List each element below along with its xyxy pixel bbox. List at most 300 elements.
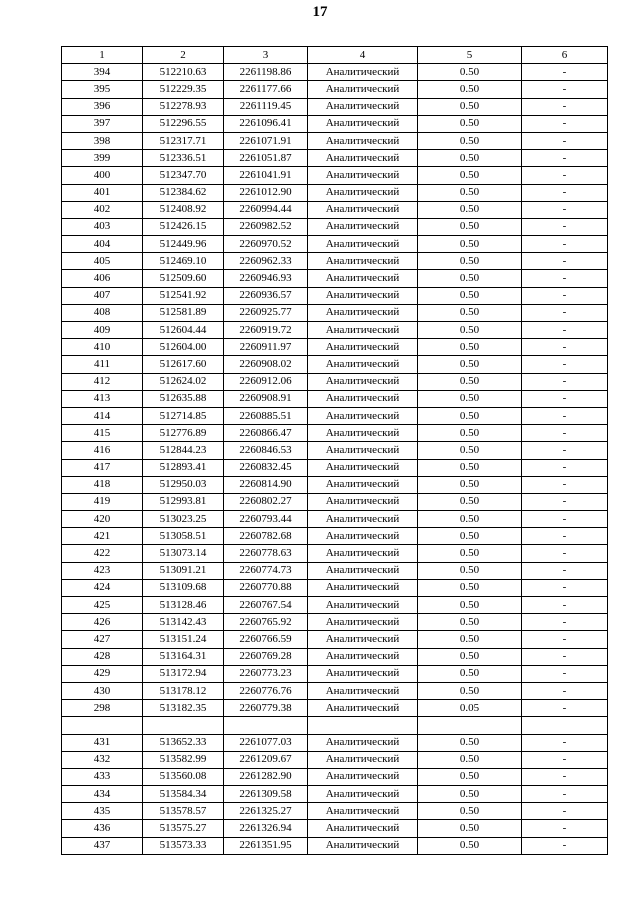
table-row (62, 717, 608, 734)
x-coordinate-cell: 513164.31 (143, 648, 224, 665)
accuracy-cell: 0.50 (418, 184, 522, 201)
method-cell: Аналитический (308, 476, 418, 493)
accuracy-cell: 0.50 (418, 201, 522, 218)
method-cell: Аналитический (308, 579, 418, 596)
note-cell: - (522, 356, 608, 373)
accuracy-cell (418, 717, 522, 734)
note-cell: - (522, 64, 608, 81)
note-cell: - (522, 751, 608, 768)
table-row (62, 407, 608, 424)
table-row (62, 339, 608, 356)
accuracy-cell: 0.50 (418, 150, 522, 167)
accuracy-cell: 0.50 (418, 167, 522, 184)
y-coordinate-cell: 2260936.57 (224, 287, 308, 304)
table-row (62, 837, 608, 854)
note-cell: - (522, 339, 608, 356)
x-coordinate-cell: 512993.81 (143, 493, 224, 510)
note-cell: - (522, 545, 608, 562)
note-cell: - (522, 442, 608, 459)
y-coordinate-cell: 2260911.97 (224, 339, 308, 356)
point-number-cell: 414 (62, 407, 143, 424)
accuracy-cell: 0.50 (418, 631, 522, 648)
accuracy-cell: 0.50 (418, 425, 522, 442)
method-cell: Аналитический (308, 253, 418, 270)
x-coordinate-cell: 512624.02 (143, 373, 224, 390)
method-cell: Аналитический (308, 167, 418, 184)
table-row (62, 81, 608, 98)
note-cell: - (522, 528, 608, 545)
point-number-cell: 298 (62, 700, 143, 717)
y-coordinate-cell: 2260770.88 (224, 579, 308, 596)
x-coordinate-cell: 513091.21 (143, 562, 224, 579)
point-number-cell: 400 (62, 167, 143, 184)
y-coordinate-cell: 2260919.72 (224, 322, 308, 339)
point-number-cell: 404 (62, 236, 143, 253)
point-number-cell: 433 (62, 768, 143, 785)
x-coordinate-cell: 513128.46 (143, 597, 224, 614)
y-coordinate-cell: 2260885.51 (224, 407, 308, 424)
note-cell: - (522, 287, 608, 304)
method-cell: Аналитический (308, 597, 418, 614)
point-number-cell: 397 (62, 115, 143, 132)
y-coordinate-cell: 2260946.93 (224, 270, 308, 287)
y-coordinate-cell: 2261282.90 (224, 768, 308, 785)
header-row (62, 47, 608, 64)
note-cell: - (522, 648, 608, 665)
y-coordinate-cell: 2260866.47 (224, 425, 308, 442)
y-coordinate-cell: 2261096.41 (224, 115, 308, 132)
table-row (62, 167, 608, 184)
table-header (62, 47, 608, 64)
point-number-cell: 396 (62, 98, 143, 115)
x-coordinate-cell: 512296.55 (143, 115, 224, 132)
point-number-cell: 431 (62, 734, 143, 751)
point-number-cell: 420 (62, 511, 143, 528)
accuracy-cell: 0.50 (418, 287, 522, 304)
point-number-cell (62, 717, 143, 734)
x-coordinate-cell: 512893.41 (143, 459, 224, 476)
method-cell: Аналитический (308, 751, 418, 768)
x-coordinate-cell: 512509.60 (143, 270, 224, 287)
table-row (62, 682, 608, 699)
note-cell: - (522, 407, 608, 424)
y-coordinate-cell: 2261119.45 (224, 98, 308, 115)
method-cell: Аналитический (308, 734, 418, 751)
note-cell: - (522, 837, 608, 854)
note-cell: - (522, 597, 608, 614)
table-row (62, 579, 608, 596)
point-number-cell: 412 (62, 373, 143, 390)
note-cell: - (522, 218, 608, 235)
accuracy-cell: 0.50 (418, 665, 522, 682)
point-number-cell: 422 (62, 545, 143, 562)
x-coordinate-cell: 512635.88 (143, 390, 224, 407)
x-coordinate-cell: 512336.51 (143, 150, 224, 167)
method-cell: Аналитический (308, 270, 418, 287)
table-row (62, 631, 608, 648)
y-coordinate-cell: 2260778.63 (224, 545, 308, 562)
accuracy-cell: 0.50 (418, 253, 522, 270)
method-cell: Аналитический (308, 115, 418, 132)
accuracy-cell: 0.50 (418, 81, 522, 98)
method-cell: Аналитический (308, 459, 418, 476)
table-row (62, 132, 608, 149)
method-cell: Аналитический (308, 768, 418, 785)
point-number-cell: 405 (62, 253, 143, 270)
note-cell: - (522, 270, 608, 287)
point-number-cell: 419 (62, 493, 143, 510)
point-number-cell: 425 (62, 597, 143, 614)
point-number-cell: 413 (62, 390, 143, 407)
y-coordinate-cell: 2261071.91 (224, 132, 308, 149)
x-coordinate-cell: 512317.71 (143, 132, 224, 149)
x-coordinate-cell: 513584.34 (143, 786, 224, 803)
table-row (62, 356, 608, 373)
accuracy-cell: 0.50 (418, 768, 522, 785)
table-row (62, 734, 608, 751)
method-cell: Аналитический (308, 511, 418, 528)
x-coordinate-cell: 513073.14 (143, 545, 224, 562)
note-cell: - (522, 493, 608, 510)
y-coordinate-cell: 2260802.27 (224, 493, 308, 510)
y-coordinate-cell: 2260814.90 (224, 476, 308, 493)
method-cell: Аналитический (308, 150, 418, 167)
table-row (62, 648, 608, 665)
y-coordinate-cell: 2261309.58 (224, 786, 308, 803)
note-cell: - (522, 132, 608, 149)
method-cell: Аналитический (308, 700, 418, 717)
accuracy-cell: 0.50 (418, 407, 522, 424)
accuracy-cell: 0.50 (418, 442, 522, 459)
note-cell (522, 717, 608, 734)
accuracy-cell: 0.50 (418, 476, 522, 493)
table-row (62, 476, 608, 493)
method-cell: Аналитический (308, 184, 418, 201)
note-cell: - (522, 768, 608, 785)
header-cell-4: 4 (308, 47, 418, 64)
table-row (62, 373, 608, 390)
x-coordinate-cell: 512210.63 (143, 64, 224, 81)
header-cell-6: 6 (522, 47, 608, 64)
point-number-cell: 403 (62, 218, 143, 235)
y-coordinate-cell: 2260779.38 (224, 700, 308, 717)
table-row (62, 287, 608, 304)
note-cell: - (522, 425, 608, 442)
method-cell: Аналитический (308, 820, 418, 837)
y-coordinate-cell: 2260832.45 (224, 459, 308, 476)
coordinates-table (61, 46, 608, 855)
method-cell: Аналитический (308, 390, 418, 407)
method-cell: Аналитический (308, 322, 418, 339)
x-coordinate-cell: 512950.03 (143, 476, 224, 493)
y-coordinate-cell: 2261077.03 (224, 734, 308, 751)
note-cell: - (522, 562, 608, 579)
y-coordinate-cell: 2261177.66 (224, 81, 308, 98)
accuracy-cell: 0.50 (418, 132, 522, 149)
method-cell: Аналитический (308, 236, 418, 253)
table-row (62, 700, 608, 717)
x-coordinate-cell: 513582.99 (143, 751, 224, 768)
table-row (62, 768, 608, 785)
note-cell: - (522, 820, 608, 837)
table-row (62, 218, 608, 235)
y-coordinate-cell: 2260774.73 (224, 562, 308, 579)
point-number-cell: 406 (62, 270, 143, 287)
x-coordinate-cell: 513560.08 (143, 768, 224, 785)
method-cell: Аналитический (308, 304, 418, 321)
note-cell: - (522, 184, 608, 201)
table-row (62, 562, 608, 579)
y-coordinate-cell: 2260908.91 (224, 390, 308, 407)
point-number-cell: 421 (62, 528, 143, 545)
note-cell: - (522, 390, 608, 407)
x-coordinate-cell: 512617.60 (143, 356, 224, 373)
x-coordinate-cell: 513058.51 (143, 528, 224, 545)
table-row (62, 442, 608, 459)
x-coordinate-cell: 513178.12 (143, 682, 224, 699)
table-body (62, 64, 608, 855)
note-cell: - (522, 786, 608, 803)
y-coordinate-cell: 2260982.52 (224, 218, 308, 235)
y-coordinate-cell: 2260994.44 (224, 201, 308, 218)
point-number-cell: 432 (62, 751, 143, 768)
y-coordinate-cell: 2260767.54 (224, 597, 308, 614)
point-number-cell: 398 (62, 132, 143, 149)
note-cell: - (522, 579, 608, 596)
table-row (62, 64, 608, 81)
accuracy-cell: 0.50 (418, 803, 522, 820)
method-cell: Аналитический (308, 339, 418, 356)
note-cell: - (522, 150, 608, 167)
table-row (62, 545, 608, 562)
accuracy-cell: 0.50 (418, 98, 522, 115)
header-cell-2: 2 (143, 47, 224, 64)
accuracy-cell: 0.05 (418, 700, 522, 717)
x-coordinate-cell: 512449.96 (143, 236, 224, 253)
note-cell: - (522, 201, 608, 218)
accuracy-cell: 0.50 (418, 339, 522, 356)
point-number-cell: 430 (62, 682, 143, 699)
x-coordinate-cell: 513182.35 (143, 700, 224, 717)
x-coordinate-cell: 512384.62 (143, 184, 224, 201)
note-cell: - (522, 81, 608, 98)
note-cell: - (522, 734, 608, 751)
accuracy-cell: 0.50 (418, 648, 522, 665)
note-cell: - (522, 304, 608, 321)
accuracy-cell: 0.50 (418, 493, 522, 510)
y-coordinate-cell: 2260776.76 (224, 682, 308, 699)
method-cell: Аналитический (308, 786, 418, 803)
method-cell: Аналитический (308, 837, 418, 854)
method-cell: Аналитический (308, 614, 418, 631)
method-cell: Аналитический (308, 442, 418, 459)
method-cell: Аналитический (308, 287, 418, 304)
accuracy-cell: 0.50 (418, 218, 522, 235)
y-coordinate-cell: 2260962.33 (224, 253, 308, 270)
accuracy-cell: 0.50 (418, 270, 522, 287)
accuracy-cell: 0.50 (418, 837, 522, 854)
point-number-cell: 428 (62, 648, 143, 665)
point-number-cell: 429 (62, 665, 143, 682)
point-number-cell: 417 (62, 459, 143, 476)
accuracy-cell: 0.50 (418, 64, 522, 81)
table-row (62, 201, 608, 218)
point-number-cell: 401 (62, 184, 143, 201)
table-row (62, 236, 608, 253)
method-cell: Аналитический (308, 631, 418, 648)
table-row (62, 493, 608, 510)
y-coordinate-cell: 2260769.28 (224, 648, 308, 665)
accuracy-cell: 0.50 (418, 511, 522, 528)
y-coordinate-cell: 2261351.95 (224, 837, 308, 854)
y-coordinate-cell: 2261051.87 (224, 150, 308, 167)
accuracy-cell: 0.50 (418, 545, 522, 562)
note-cell: - (522, 700, 608, 717)
method-cell: Аналитический (308, 356, 418, 373)
y-coordinate-cell: 2260773.23 (224, 665, 308, 682)
y-coordinate-cell: 2261209.67 (224, 751, 308, 768)
note-cell: - (522, 631, 608, 648)
note-cell: - (522, 682, 608, 699)
note-cell: - (522, 253, 608, 270)
accuracy-cell: 0.50 (418, 528, 522, 545)
accuracy-cell: 0.50 (418, 356, 522, 373)
y-coordinate-cell: 2261041.91 (224, 167, 308, 184)
y-coordinate-cell: 2260766.59 (224, 631, 308, 648)
x-coordinate-cell: 513023.25 (143, 511, 224, 528)
point-number-cell: 427 (62, 631, 143, 648)
y-coordinate-cell: 2261012.90 (224, 184, 308, 201)
x-coordinate-cell: 512776.89 (143, 425, 224, 442)
table-row (62, 270, 608, 287)
point-number-cell: 395 (62, 81, 143, 98)
point-number-cell: 426 (62, 614, 143, 631)
table-row (62, 597, 608, 614)
method-cell: Аналитический (308, 493, 418, 510)
x-coordinate-cell: 513172.94 (143, 665, 224, 682)
point-number-cell: 436 (62, 820, 143, 837)
y-coordinate-cell: 2261198.86 (224, 64, 308, 81)
table-row (62, 98, 608, 115)
accuracy-cell: 0.50 (418, 115, 522, 132)
method-cell: Аналитический (308, 373, 418, 390)
y-coordinate-cell (224, 717, 308, 734)
accuracy-cell: 0.50 (418, 614, 522, 631)
method-cell: Аналитический (308, 528, 418, 545)
y-coordinate-cell: 2260925.77 (224, 304, 308, 321)
header-cell-5: 5 (418, 47, 522, 64)
point-number-cell: 434 (62, 786, 143, 803)
table-row (62, 803, 608, 820)
point-number-cell: 411 (62, 356, 143, 373)
x-coordinate-cell: 512347.70 (143, 167, 224, 184)
table-row (62, 322, 608, 339)
accuracy-cell: 0.50 (418, 236, 522, 253)
table-row (62, 665, 608, 682)
point-number-cell: 399 (62, 150, 143, 167)
y-coordinate-cell: 2260970.52 (224, 236, 308, 253)
table-row (62, 459, 608, 476)
y-coordinate-cell: 2260908.02 (224, 356, 308, 373)
accuracy-cell: 0.50 (418, 304, 522, 321)
point-number-cell: 402 (62, 201, 143, 218)
point-number-cell: 424 (62, 579, 143, 596)
x-coordinate-cell: 512426.15 (143, 218, 224, 235)
accuracy-cell: 0.50 (418, 322, 522, 339)
accuracy-cell: 0.50 (418, 751, 522, 768)
method-cell: Аналитический (308, 648, 418, 665)
table-row (62, 425, 608, 442)
x-coordinate-cell: 512469.10 (143, 253, 224, 270)
point-number-cell: 394 (62, 64, 143, 81)
method-cell: Аналитический (308, 218, 418, 235)
table-row (62, 184, 608, 201)
point-number-cell: 435 (62, 803, 143, 820)
y-coordinate-cell: 2260912.06 (224, 373, 308, 390)
x-coordinate-cell: 512278.93 (143, 98, 224, 115)
point-number-cell: 418 (62, 476, 143, 493)
table-row (62, 786, 608, 803)
method-cell: Аналитический (308, 682, 418, 699)
note-cell: - (522, 115, 608, 132)
y-coordinate-cell: 2260765.92 (224, 614, 308, 631)
point-number-cell: 407 (62, 287, 143, 304)
x-coordinate-cell (143, 717, 224, 734)
x-coordinate-cell: 513575.27 (143, 820, 224, 837)
accuracy-cell: 0.50 (418, 373, 522, 390)
method-cell: Аналитический (308, 407, 418, 424)
header-cell-1: 1 (62, 47, 143, 64)
y-coordinate-cell: 2260846.53 (224, 442, 308, 459)
method-cell: Аналитический (308, 425, 418, 442)
point-number-cell: 437 (62, 837, 143, 854)
method-cell: Аналитический (308, 64, 418, 81)
note-cell: - (522, 236, 608, 253)
table-row (62, 390, 608, 407)
accuracy-cell: 0.50 (418, 734, 522, 751)
y-coordinate-cell: 2260782.68 (224, 528, 308, 545)
table-row (62, 614, 608, 631)
method-cell: Аналитический (308, 132, 418, 149)
table-row (62, 528, 608, 545)
note-cell: - (522, 459, 608, 476)
point-number-cell: 410 (62, 339, 143, 356)
x-coordinate-cell: 513109.68 (143, 579, 224, 596)
x-coordinate-cell: 512229.35 (143, 81, 224, 98)
note-cell: - (522, 167, 608, 184)
accuracy-cell: 0.50 (418, 579, 522, 596)
x-coordinate-cell: 512844.23 (143, 442, 224, 459)
point-number-cell: 415 (62, 425, 143, 442)
y-coordinate-cell: 2261326.94 (224, 820, 308, 837)
x-coordinate-cell: 512581.89 (143, 304, 224, 321)
table-row (62, 150, 608, 167)
accuracy-cell: 0.50 (418, 682, 522, 699)
note-cell: - (522, 322, 608, 339)
accuracy-cell: 0.50 (418, 390, 522, 407)
point-number-cell: 416 (62, 442, 143, 459)
point-number-cell: 408 (62, 304, 143, 321)
point-number-cell: 423 (62, 562, 143, 579)
table-row (62, 751, 608, 768)
method-cell: Аналитический (308, 803, 418, 820)
y-coordinate-cell: 2261325.27 (224, 803, 308, 820)
note-cell: - (522, 803, 608, 820)
x-coordinate-cell: 513578.57 (143, 803, 224, 820)
note-cell: - (522, 98, 608, 115)
note-cell: - (522, 511, 608, 528)
table-row (62, 820, 608, 837)
